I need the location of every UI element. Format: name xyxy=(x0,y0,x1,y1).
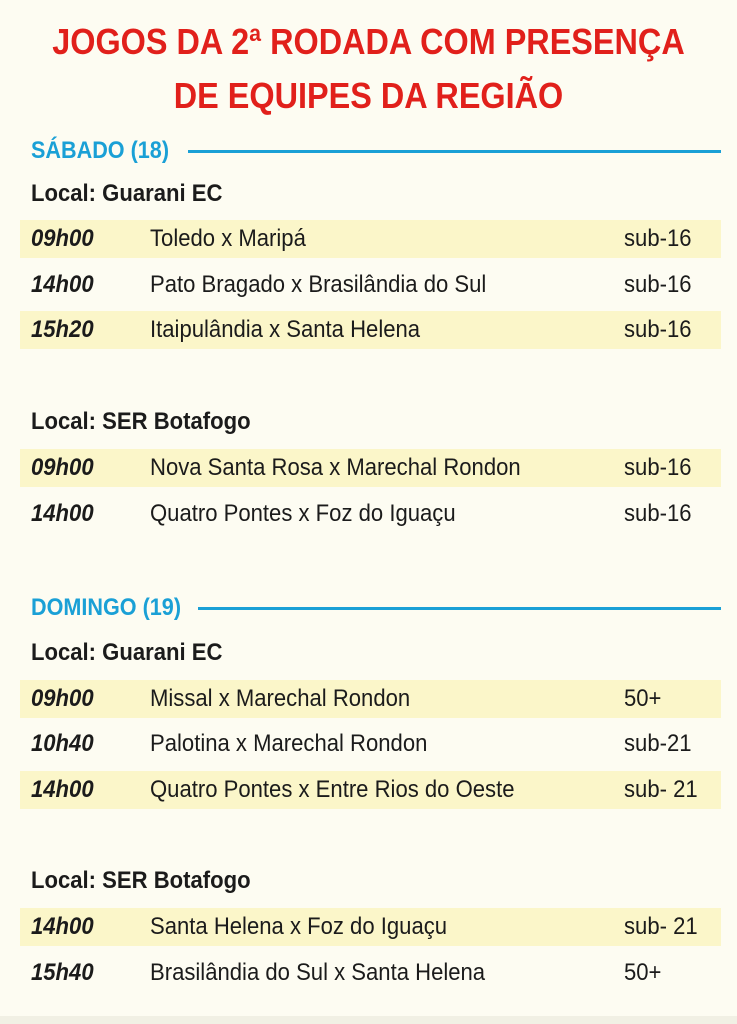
day-header-sunday xyxy=(31,593,721,623)
game-row xyxy=(20,311,721,349)
game-category: sub- 21 xyxy=(624,776,698,803)
game-time: 10h40 xyxy=(31,730,94,757)
game-category: 50+ xyxy=(624,685,662,712)
day-divider xyxy=(188,150,721,153)
game-row xyxy=(20,771,721,809)
game-match: Itaipulândia x Santa Helena xyxy=(150,316,421,343)
game-time: 14h00 xyxy=(31,776,94,803)
game-category: sub-16 xyxy=(624,500,692,527)
game-time: 15h20 xyxy=(31,316,94,343)
game-category: 50+ xyxy=(624,959,662,986)
game-match: Toledo x Maripá xyxy=(150,225,306,252)
game-time: 09h00 xyxy=(31,454,94,481)
game-time: 14h00 xyxy=(31,500,94,527)
game-category: sub-16 xyxy=(624,271,692,298)
game-match: Quatro Pontes x Foz do Iguaçu xyxy=(150,500,456,527)
day-divider xyxy=(198,607,721,610)
game-row xyxy=(20,266,721,304)
game-row xyxy=(20,725,721,763)
game-match: Quatro Pontes x Entre Rios do Oeste xyxy=(150,776,515,803)
game-match: Palotina x Marechal Rondon xyxy=(150,730,428,757)
page-title-line-1: JOGOS DA 2ª RODADA COM PRESENÇA xyxy=(52,21,685,62)
game-time: 15h40 xyxy=(31,959,94,986)
game-row xyxy=(20,680,721,718)
venue-label: Local: SER Botafogo xyxy=(31,867,251,894)
game-time: 14h00 xyxy=(31,271,94,298)
day-label: SÁBADO (18) xyxy=(31,137,170,164)
game-time: 09h00 xyxy=(31,225,94,252)
game-row xyxy=(20,220,721,258)
game-category: sub- 21 xyxy=(624,913,698,940)
venue-label: Local: SER Botafogo xyxy=(31,408,251,435)
venue-label: Local: Guarani EC xyxy=(31,639,223,666)
venue-label: Local: Guarani EC xyxy=(31,180,223,207)
game-match: Missal x Marechal Rondon xyxy=(150,685,411,712)
day-header-saturday xyxy=(31,136,721,166)
game-category: sub-16 xyxy=(624,316,692,343)
game-match: Santa Helena x Foz do Iguaçu xyxy=(150,913,448,940)
game-row xyxy=(20,449,721,487)
game-row xyxy=(20,954,721,992)
game-row xyxy=(20,908,721,946)
game-category: sub-16 xyxy=(624,454,692,481)
game-row xyxy=(20,495,721,533)
game-time: 09h00 xyxy=(31,685,94,712)
game-match: Nova Santa Rosa x Marechal Rondon xyxy=(150,454,521,481)
game-match: Pato Bragado x Brasilândia do Sul xyxy=(150,271,487,298)
game-time: 14h00 xyxy=(31,913,94,940)
game-category: sub-21 xyxy=(624,730,692,757)
day-label: DOMINGO (19) xyxy=(31,594,182,621)
page-title-line-2: DE EQUIPES DA REGIÃO xyxy=(173,75,564,116)
bottom-border xyxy=(0,1016,737,1024)
game-category: sub-16 xyxy=(624,225,692,252)
game-match: Brasilândia do Sul x Santa Helena xyxy=(150,959,486,986)
